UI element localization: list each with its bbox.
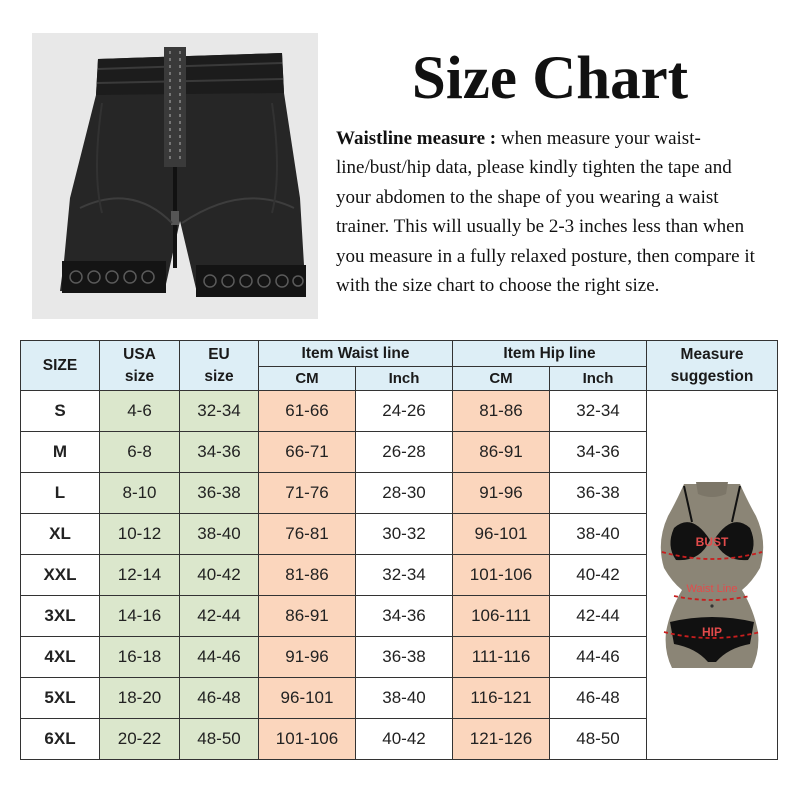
header-waist-inch: Inch bbox=[356, 367, 453, 391]
product-photo bbox=[32, 33, 318, 319]
description-label: Waistline measure : bbox=[336, 128, 497, 149]
cell-waist-cm: 86-91 bbox=[259, 596, 356, 637]
cell-usa: 20-22 bbox=[100, 719, 180, 760]
description bbox=[336, 124, 756, 300]
table-header-row bbox=[21, 341, 778, 367]
cell-hip-cm: 101-106 bbox=[453, 555, 550, 596]
cell-waist-cm: 76-81 bbox=[259, 514, 356, 555]
header-eu-size: EU size bbox=[180, 341, 259, 391]
cell-usa: 4-6 bbox=[100, 391, 180, 432]
cell-eu: 44-46 bbox=[180, 637, 259, 678]
cell-hip-inch: 34-36 bbox=[550, 432, 647, 473]
cell-waist-inch: 34-36 bbox=[356, 596, 453, 637]
cell-size: 3XL bbox=[21, 596, 100, 637]
cell-waist-cm: 66-71 bbox=[259, 432, 356, 473]
table-row bbox=[21, 391, 778, 432]
description-text: when measure your waist-line/bust/hip data, please kindly tighten the tape and your abdomen to the shape of you wearing a waist trainer. This will usually be 2-3 inches less than when you measure in a fully relaxed posture, then compare it with the size chart to choose the right size. bbox=[336, 128, 755, 297]
header-size: SIZE bbox=[21, 341, 100, 391]
cell-eu: 48-50 bbox=[180, 719, 259, 760]
cell-hip-cm: 106-111 bbox=[453, 596, 550, 637]
cell-size: 5XL bbox=[21, 678, 100, 719]
cell-hip-inch: 46-48 bbox=[550, 678, 647, 719]
cell-hip-inch: 44-46 bbox=[550, 637, 647, 678]
cell-usa: 10-12 bbox=[100, 514, 180, 555]
cell-size: M bbox=[21, 432, 100, 473]
cell-hip-inch: 36-38 bbox=[550, 473, 647, 514]
header-waist-line: Item Waist line bbox=[259, 341, 453, 367]
cell-usa: 18-20 bbox=[100, 678, 180, 719]
cell-waist-inch: 30-32 bbox=[356, 514, 453, 555]
cell-hip-cm: 86-91 bbox=[453, 432, 550, 473]
cell-size: 4XL bbox=[21, 637, 100, 678]
cell-waist-cm: 71-76 bbox=[259, 473, 356, 514]
cell-waist-inch: 38-40 bbox=[356, 678, 453, 719]
header-hip-cm: CM bbox=[453, 367, 550, 391]
cell-size: XL bbox=[21, 514, 100, 555]
cell-usa: 14-16 bbox=[100, 596, 180, 637]
header-waist-cm: CM bbox=[259, 367, 356, 391]
cell-eu: 40-42 bbox=[180, 555, 259, 596]
cell-size: XXL bbox=[21, 555, 100, 596]
cell-hip-cm: 111-116 bbox=[453, 637, 550, 678]
cell-hip-cm: 121-126 bbox=[453, 719, 550, 760]
bust-label: BUST bbox=[695, 535, 729, 549]
cell-usa: 8-10 bbox=[100, 473, 180, 514]
header-hip-line: Item Hip line bbox=[453, 341, 647, 367]
hip-label: HIP bbox=[701, 625, 723, 639]
cell-hip-cm: 91-96 bbox=[453, 473, 550, 514]
header-usa-size: USA size bbox=[100, 341, 180, 391]
cell-waist-inch: 36-38 bbox=[356, 637, 453, 678]
cell-usa: 16-18 bbox=[100, 637, 180, 678]
cell-waist-inch: 32-34 bbox=[356, 555, 453, 596]
cell-waist-cm: 101-106 bbox=[259, 719, 356, 760]
waist-line-label: Waist Line bbox=[686, 583, 738, 595]
size-chart-table bbox=[20, 340, 778, 760]
cell-eu: 32-34 bbox=[180, 391, 259, 432]
cell-size: S bbox=[21, 391, 100, 432]
cell-hip-cm: 116-121 bbox=[453, 678, 550, 719]
cell-waist-cm: 91-96 bbox=[259, 637, 356, 678]
cell-waist-inch: 40-42 bbox=[356, 719, 453, 760]
cell-size: 6XL bbox=[21, 719, 100, 760]
body-measure-figure bbox=[654, 482, 770, 668]
cell-usa: 12-14 bbox=[100, 555, 180, 596]
header-hip-inch: Inch bbox=[550, 367, 647, 391]
cell-eu: 46-48 bbox=[180, 678, 259, 719]
cell-waist-inch: 26-28 bbox=[356, 432, 453, 473]
cell-eu: 42-44 bbox=[180, 596, 259, 637]
cell-waist-inch: 24-26 bbox=[356, 391, 453, 432]
cell-waist-cm: 96-101 bbox=[259, 678, 356, 719]
cell-waist-cm: 81-86 bbox=[259, 555, 356, 596]
page-title: Size Chart bbox=[411, 45, 689, 112]
cell-hip-inch: 48-50 bbox=[550, 719, 647, 760]
cell-hip-inch: 42-44 bbox=[550, 596, 647, 637]
cell-hip-inch: 40-42 bbox=[550, 555, 647, 596]
measure-figure-cell bbox=[647, 391, 778, 760]
cell-eu: 34-36 bbox=[180, 432, 259, 473]
header-measure-suggestion: Measure suggestion bbox=[647, 341, 778, 391]
cell-hip-cm: 96-101 bbox=[453, 514, 550, 555]
cell-usa: 6-8 bbox=[100, 432, 180, 473]
cell-hip-inch: 38-40 bbox=[550, 514, 647, 555]
cell-hip-inch: 32-34 bbox=[550, 391, 647, 432]
cell-waist-inch: 28-30 bbox=[356, 473, 453, 514]
cell-size: L bbox=[21, 473, 100, 514]
cell-eu: 38-40 bbox=[180, 514, 259, 555]
cell-hip-cm: 81-86 bbox=[453, 391, 550, 432]
cell-eu: 36-38 bbox=[180, 473, 259, 514]
cell-waist-cm: 61-66 bbox=[259, 391, 356, 432]
